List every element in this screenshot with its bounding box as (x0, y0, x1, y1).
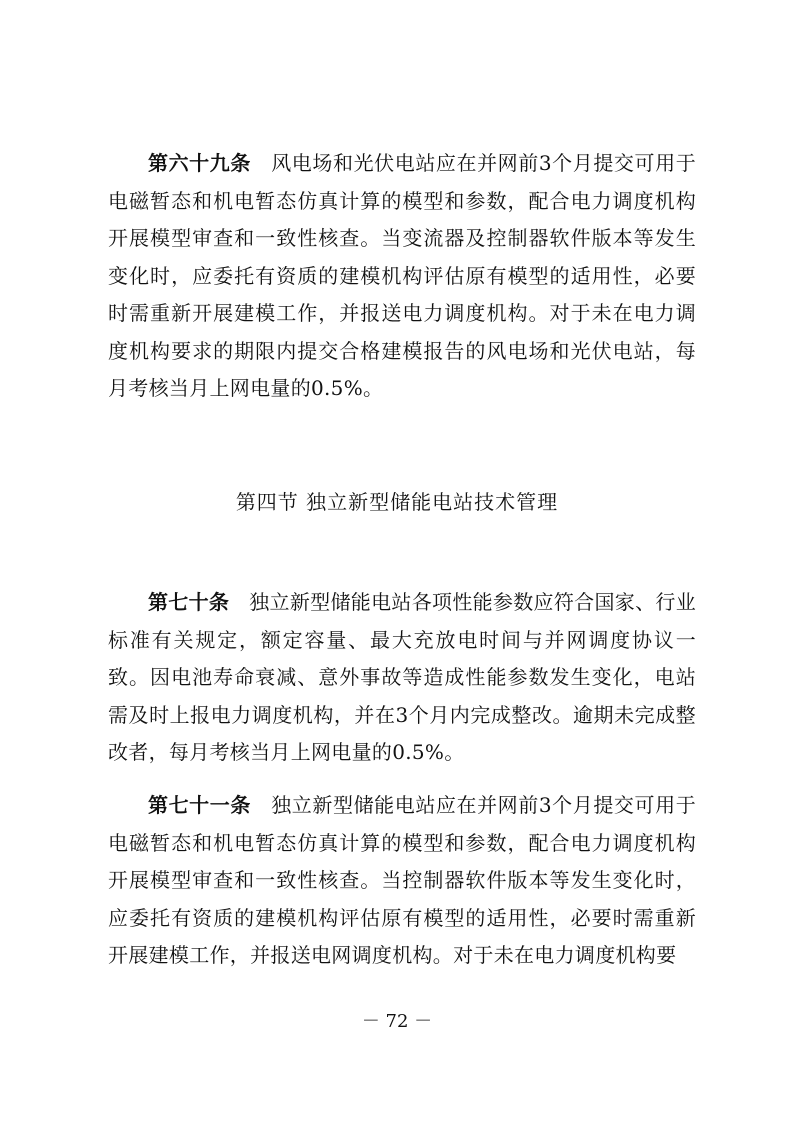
article-69-body: 风电场和光伏电站应在并网前3个月提交可用于电磁暂态和机电暂态仿真计算的模型和参数，配合电力调度机构开展模型审查和一致性核查。当变流器及控制器软件版本等发生变化时，应委托有资质的建模机构评估原有模型的适用性，必要时需重新开展建模工作，并报送电力调度机构。对于未在电力调度机构要求的期限内提交合格建模报告的风电场和光伏电站，每月考核当月上网电量的0.5%。 (108, 151, 696, 400)
article-71 (108, 787, 696, 975)
article-70 (108, 584, 696, 772)
article-70-body: 独立新型储能电站各项性能参数应符合国家、行业标准有关规定，额定容量、最大充放电时间与并网调度协议一致。因电池寿命衰减、意外事故等造成性能参数发生变化，电站需及时上报电力调度机构，并在3个月内完成整改。逾期未完成整改者，每月考核当月上网电量的0.5%。 (108, 590, 696, 764)
article-71-body: 独立新型储能电站应在并网前3个月提交可用于电磁暂态和机电暂态仿真计算的模型和参数，配合电力调度机构开展模型审查和一致性核查。当控制器软件版本等发生变化时，应委托有资质的建模机构评估原有模型的适用性，必要时需重新开展建模工作，并报送电网调度机构。对于未在电力调度机构要 (108, 793, 696, 967)
section-title: 第四节 独立新型储能电站技术管理 (235, 490, 559, 514)
article-71-heading: 第七十一条 (148, 793, 251, 817)
article-70-heading: 第七十条 (148, 590, 230, 614)
article-69-heading: 第六十九条 (148, 151, 251, 175)
article-69 (108, 145, 696, 408)
page-number: － 72 － (361, 1011, 433, 1032)
